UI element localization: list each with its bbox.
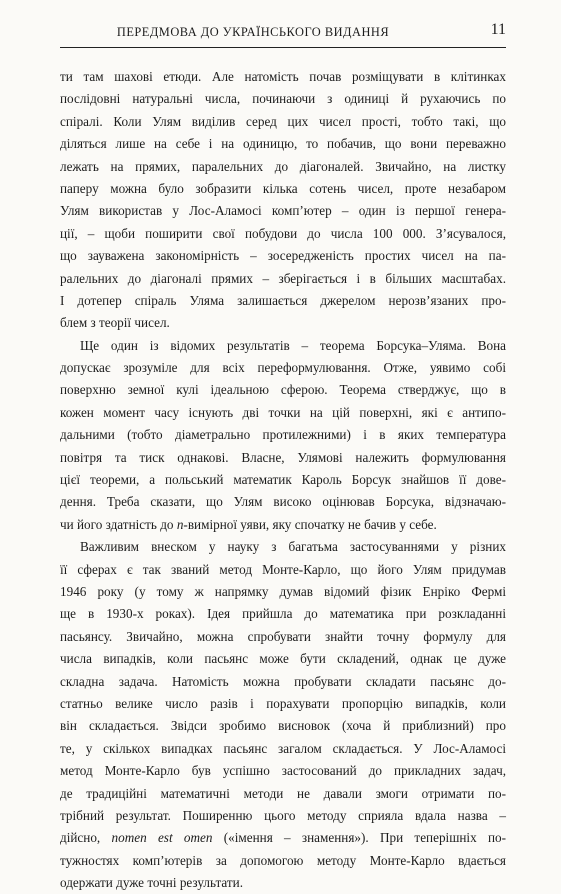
text-line: що зауважена закономірність – зосередженість простих чисел на па- bbox=[60, 248, 506, 264]
text-line: ції, – щоби поширити свої побудови до числа 100 000. З’ясувалося, bbox=[60, 225, 506, 241]
page-body bbox=[60, 66, 506, 894]
text-line: статньо велике число разів і порахувати пропорцію випадків, коли bbox=[60, 695, 506, 711]
text-line: дальними (тобто діаметрально протилежними) і в яких температура bbox=[60, 427, 506, 443]
text-line: трібний результат. Поширенню цього методу сприяла вдала назва – bbox=[60, 807, 506, 823]
page-number: 11 bbox=[490, 21, 506, 38]
text-line: діляться лише на себе і на одиницю, то побачив, що вони переважно bbox=[60, 136, 506, 152]
text-line: блем з теорії чисел. bbox=[60, 315, 170, 331]
text-line: числа випадків, коли пасьянс може бути складений, однак це дуже bbox=[60, 651, 506, 667]
text-line: ще в 1930-х роках). Ідея прийшла до математика при розкладанні bbox=[60, 606, 506, 622]
running-header-title: ПЕРЕДМОВА ДО УКРАЇНСЬКОГО ВИДАННЯ bbox=[116, 25, 390, 39]
text-line: те, у скількох випадках пасьянс загалом складається. У Лос-Аламосі bbox=[60, 740, 506, 756]
text-line: дення. Треба сказати, що Улям високо оцінював Борсука, відзначаю- bbox=[60, 494, 506, 510]
text-line: одержати дуже точні результати. bbox=[60, 875, 244, 891]
text-line: тужностях комп’ютерів за допомогою методу Монте-Карло вдається bbox=[60, 852, 506, 868]
text-line: метод Монте-Карло був успішно застосований до прикладних задач, bbox=[60, 763, 506, 779]
paragraph-2 bbox=[60, 335, 506, 537]
text-line: пасьянсу. Звичайно, можна спробувати знайти точну формулу для bbox=[60, 628, 506, 644]
text-line: Ще один із відомих результатів – теорема Борсука–Уляма. Вона bbox=[80, 337, 506, 353]
text-line: її сферах є так званий метод Монте-Карло, що його Улям придумав bbox=[60, 561, 506, 577]
math-variable-n: n bbox=[176, 516, 184, 532]
text-line: послідовні натуральні числа, починаючи з одиниці й рухаючись по bbox=[60, 91, 506, 107]
page-header bbox=[60, 17, 506, 48]
text-line: повітря та тиск однакові. Власне, Улямові належить формулювання bbox=[60, 449, 506, 465]
text-line: Улям використав у Лос-Аламосі комп’ютер – один із першої генера- bbox=[60, 203, 506, 219]
text-line: поверхню земної кулі ідеальною сферою. Теорема стверджує, що в bbox=[60, 382, 506, 398]
text-line: паперу можна було зобразити кілька сотень чисел, проте незабаром bbox=[60, 180, 506, 196]
paragraph-1 bbox=[60, 66, 506, 335]
text-line: чи його здатність до n-вимірної уяви, яку спочатку не бачив у себе. bbox=[60, 516, 437, 532]
text-line: дійсно, nomen est omen («імення – знамення»). При теперішніх по- bbox=[60, 830, 507, 846]
text-line: ралельних до діагоналі прямих – зберігається і в більших масштабах. bbox=[60, 270, 506, 286]
text-line: лежать на прямих, паралельних до діагоналей. Звичайно, на листку bbox=[60, 158, 506, 174]
text-line: І дотепер спіраль Уляма залишається джерелом нерозв’язаних про- bbox=[60, 292, 506, 308]
text-line: Важливим внеском у науку з багатьма застосуваннями у різних bbox=[80, 539, 506, 555]
text-line: складна задача. Натомість можна пробувати складати пасьянс до- bbox=[60, 673, 506, 689]
text-line: ти там шахові етюди. Але натомість почав розміщувати в клітинках bbox=[60, 69, 506, 84]
text-line: спіралі. Коли Улям виділив серед цих чисел прості, тобто такі, що bbox=[60, 113, 506, 129]
paragraph-3 bbox=[60, 536, 506, 894]
text-line: цієї теореми, а польський математик Кароль Борсук знайшов її дове- bbox=[60, 472, 506, 488]
latin-phrase: nomen est omen bbox=[111, 830, 213, 846]
text-line: кожен момент часу існують дві точки на цій поверхні, які є антипо- bbox=[60, 404, 506, 420]
text-line: він складається. Звідси зробимо висновок (хоча й приблизний) про bbox=[60, 718, 506, 734]
text-line: де традиційні математичні методи не давали змоги отримати по- bbox=[60, 785, 506, 801]
text-line: 1946 року (у тому ж напрямку думав відомий фізик Енріко Фермі bbox=[60, 583, 506, 599]
text-line: допускає зрозуміле для всіх переформулювання. Отже, уявимо собі bbox=[60, 360, 506, 376]
